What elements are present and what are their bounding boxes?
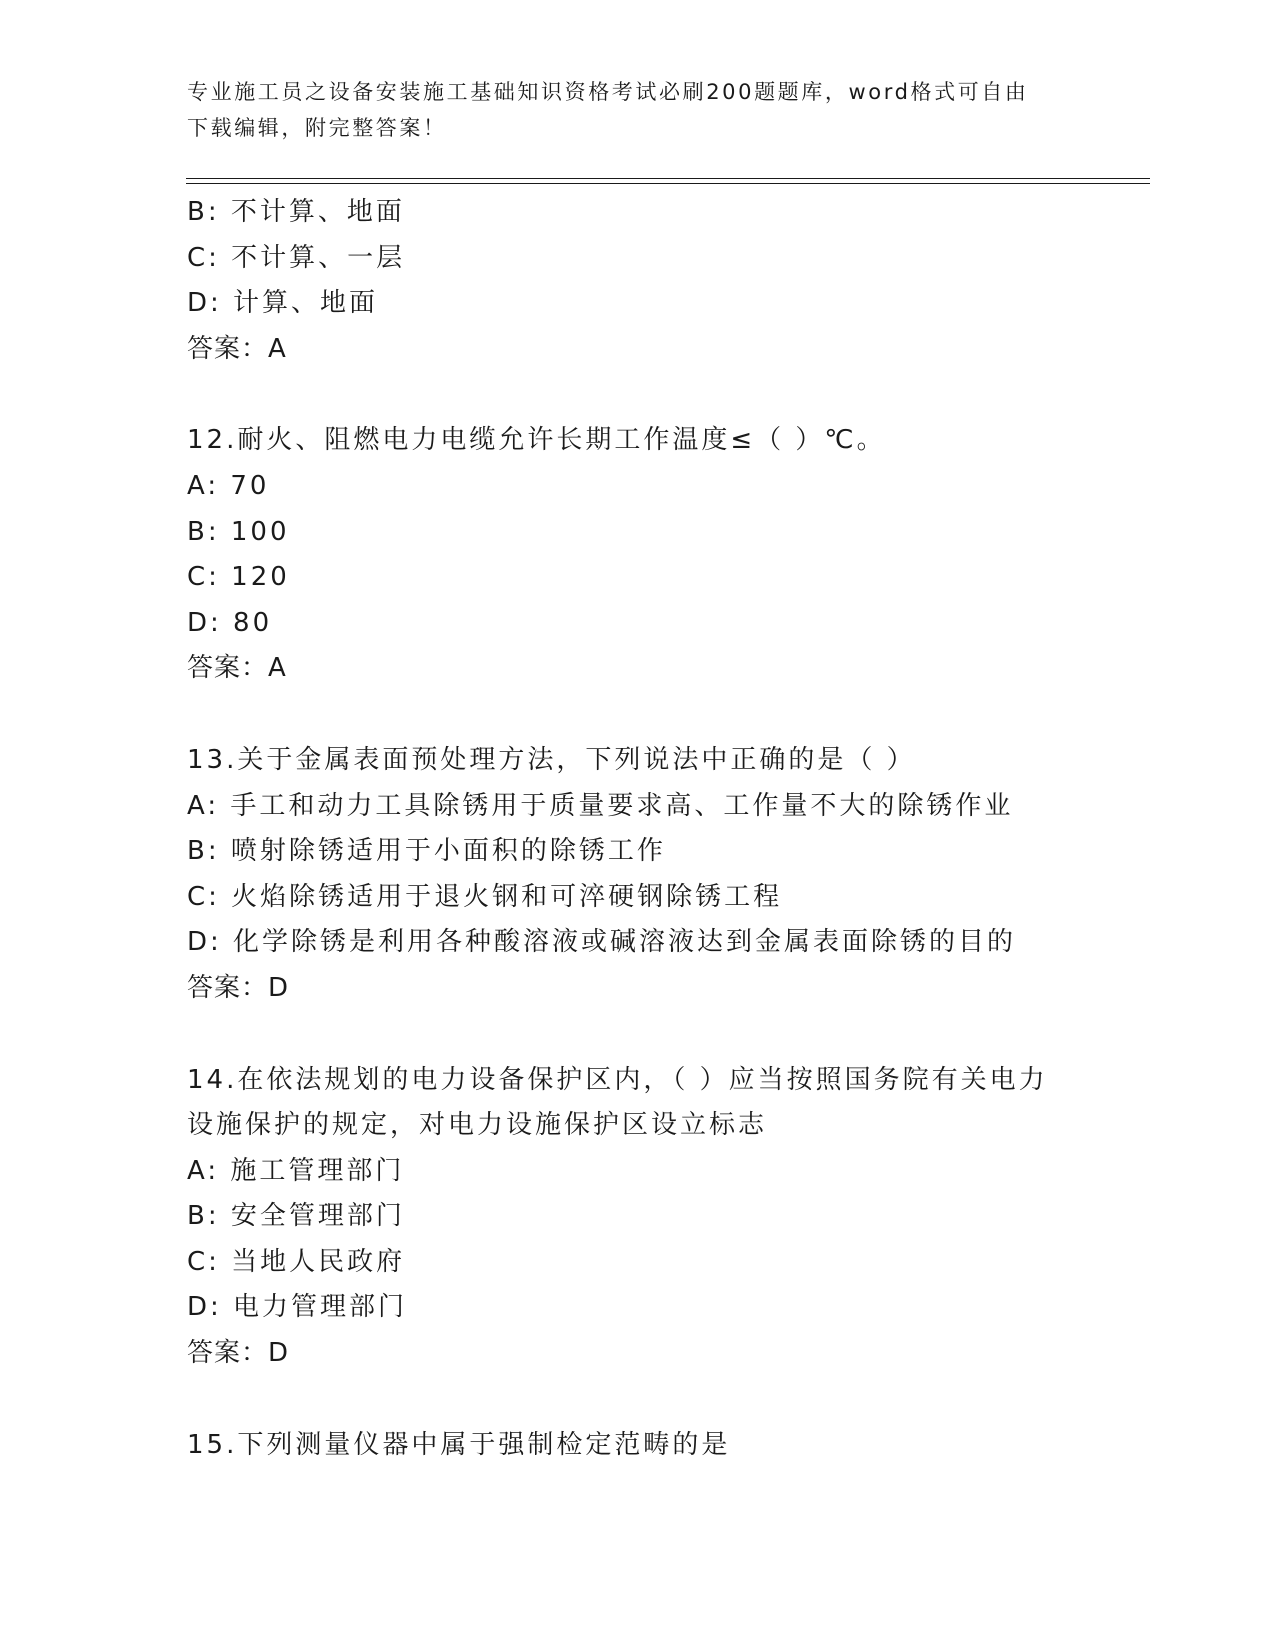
- question-12: [187, 418, 1147, 692]
- option-d: D: 电力管理部门: [187, 1292, 408, 1323]
- question-15: [187, 1423, 1147, 1469]
- option-c: C: 当地人民政府: [187, 1246, 406, 1277]
- header-divider-bottom: [186, 183, 1150, 184]
- question-text-continued: 设施保护的规定，对电力设施保护区设立标志: [187, 1110, 768, 1141]
- option-a: A: 70: [187, 470, 270, 501]
- question-13: [187, 738, 1147, 1012]
- option-c: C: 火焰除锈适用于退火钢和可淬硬钢除锈工程: [187, 881, 783, 912]
- option-d: D: 化学除锈是利用各种酸溶液或碱溶液达到金属表面除锈的目的: [187, 927, 1017, 958]
- answer: 答案：A: [187, 333, 287, 364]
- answer: 答案：A: [187, 653, 287, 684]
- answer: 答案：D: [187, 972, 290, 1003]
- option-b: B: 喷射除锈适用于小面积的除锈工作: [187, 836, 666, 867]
- answer: 答案：D: [187, 1338, 290, 1369]
- question-text: 14.在依法规划的电力设备保护区内，（ ）应当按照国务院有关电力: [187, 1064, 1048, 1095]
- option-c: C: 不计算、一层: [187, 242, 406, 273]
- option-b: B: 100: [187, 516, 290, 547]
- option-c: C: 120: [187, 562, 290, 593]
- question-list: [187, 190, 1147, 1468]
- question-14: [187, 1058, 1147, 1377]
- question-text: 13.关于金属表面预处理方法，下列说法中正确的是（ ）: [187, 744, 916, 775]
- header-divider-top: [186, 178, 1150, 179]
- question-text: 15.下列测量仪器中属于强制检定范畴的是: [187, 1429, 731, 1460]
- option-b: B: 安全管理部门: [187, 1201, 405, 1232]
- option-a: A: 手工和动力工具除锈用于质量要求高、工作量不大的除锈作业: [187, 790, 1014, 821]
- document-header: [187, 74, 1087, 146]
- header-line-1: 专业施工员之设备安装施工基础知识资格考试必刷200题题库，word格式可自由: [187, 80, 1029, 104]
- question-11-continued: [187, 190, 1147, 372]
- option-d: D: 计算、地面: [187, 288, 379, 319]
- option-b: B: 不计算、地面: [187, 197, 405, 227]
- question-text: 12.耐火、阻燃电力电缆允许长期工作温度≤（ ）℃。: [187, 425, 886, 456]
- option-d: D: 80: [187, 607, 273, 638]
- option-a: A: 施工管理部门: [187, 1155, 405, 1186]
- header-line-2: 下载编辑，附完整答案！: [187, 116, 447, 140]
